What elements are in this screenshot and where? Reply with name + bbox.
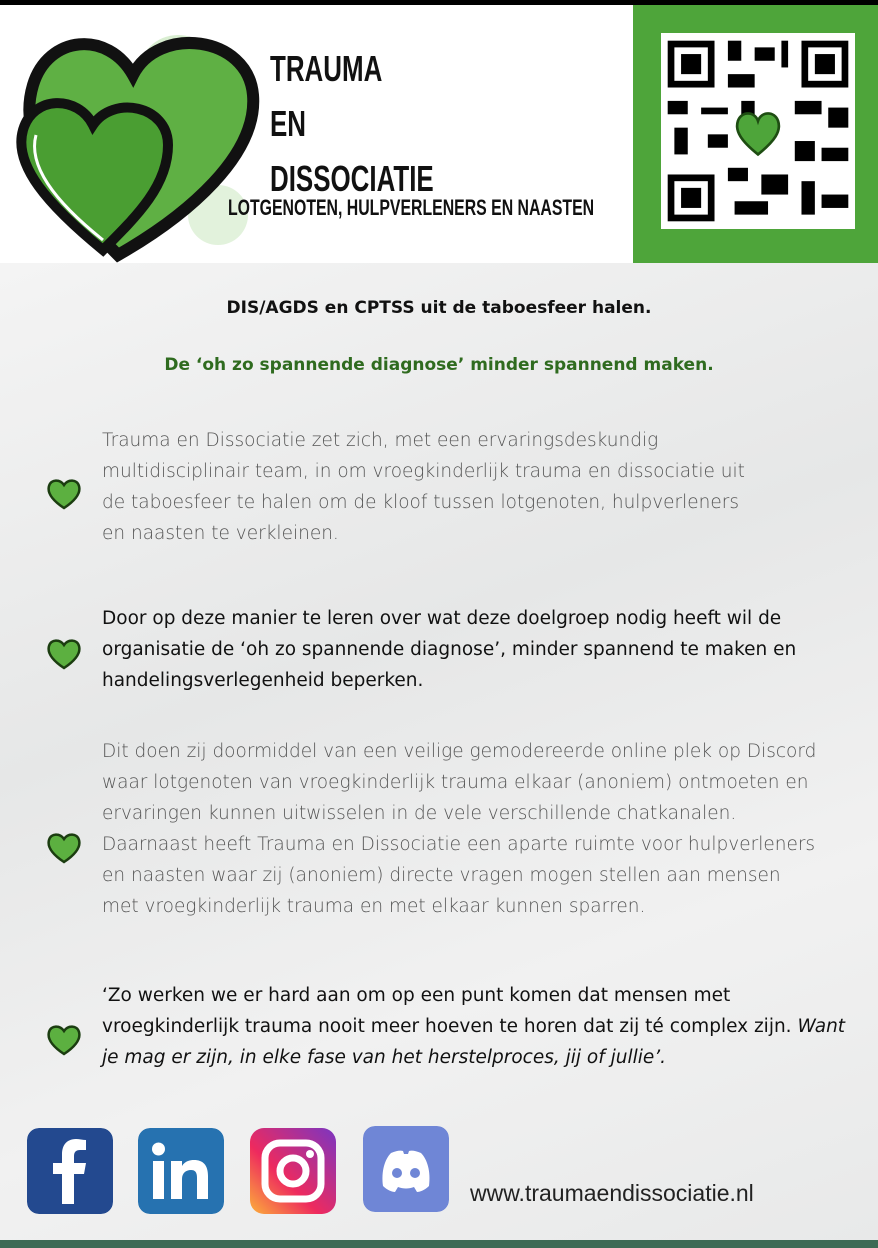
instagram-icon[interactable]: [250, 1128, 336, 1214]
heart-bullet-icon: [46, 636, 82, 670]
paragraph-quote: [102, 980, 862, 1073]
quote-text: ‘Zo werken we er hard aan om op een punt komen dat mensen met vroegkinderlijk trauma nooit meer hoeven te horen dat zij té complex zijn.: [102, 985, 798, 1037]
linkedin-icon[interactable]: [138, 1128, 224, 1214]
header: [0, 5, 878, 263]
discord-icon[interactable]: [363, 1126, 449, 1212]
paragraph-learning: Door op deze manier te leren over wat deze doelgroep nodig heeft wil de organisatie de ‘oh zo spannende diagnose’, minder spannend te maken en handelingsverlegenheid beperken.: [102, 608, 797, 691]
facebook-icon[interactable]: [27, 1128, 113, 1214]
brand-line: TRAUMA: [270, 48, 383, 89]
website-link[interactable]: www.traumaendissociatie.nl: [470, 1180, 754, 1206]
brand-tagline: LOTGENOTEN, HULPVERLENERS EN NAASTEN: [228, 195, 595, 220]
qr-panel: [633, 5, 878, 263]
brand-title: [270, 41, 434, 206]
headline: DIS/AGDS en CPTSS uit de taboesfeer halen.: [226, 298, 652, 318]
subheadline: De ‘oh zo spannende diagnose’ minder spannend maken.: [164, 355, 714, 375]
quote-italic: Want je mag er zijn, in elke fase van het herstelproces, jij of jullie’.: [102, 1016, 846, 1068]
heart-bullet-icon: [46, 830, 82, 864]
hearts-logo-icon: [8, 15, 268, 265]
brand-line: DISSOCIATIE: [270, 158, 434, 199]
heart-bullet-icon: [46, 1022, 82, 1056]
paragraph-discord: Dit doen zij doormiddel van een veilige gemodereerde online plek op Discord waar lotgenoten van vroegkinderlijk trauma elkaar (anoniem) ontmoeten en ervaringen kunnen uitwisselen in de vele verschillende chatkanalen. Daarnaast heeft Trauma en Dissociatie een aparte ruimte voor hulpverleners en naasten waar zij (anoniem) directe vragen mogen stellen aan mensen met vroegkinderlijk trauma en met elkaar kunnen sparren.: [102, 741, 817, 917]
heart-bullet-icon: [46, 476, 82, 510]
brand-line: EN: [270, 103, 307, 144]
bottom-border: [0, 1240, 878, 1248]
paragraph-intro: Trauma en Dissociatie zet zich, met een ervaringsdeskundig multidisciplinair team, in om vroegkinderlijk trauma en dissociatie uit de taboesfeer te halen om de kloof tussen lotgenoten, hulpverleners en naasten te verkleinen.: [102, 430, 745, 544]
qr-code-icon[interactable]: [661, 33, 855, 229]
